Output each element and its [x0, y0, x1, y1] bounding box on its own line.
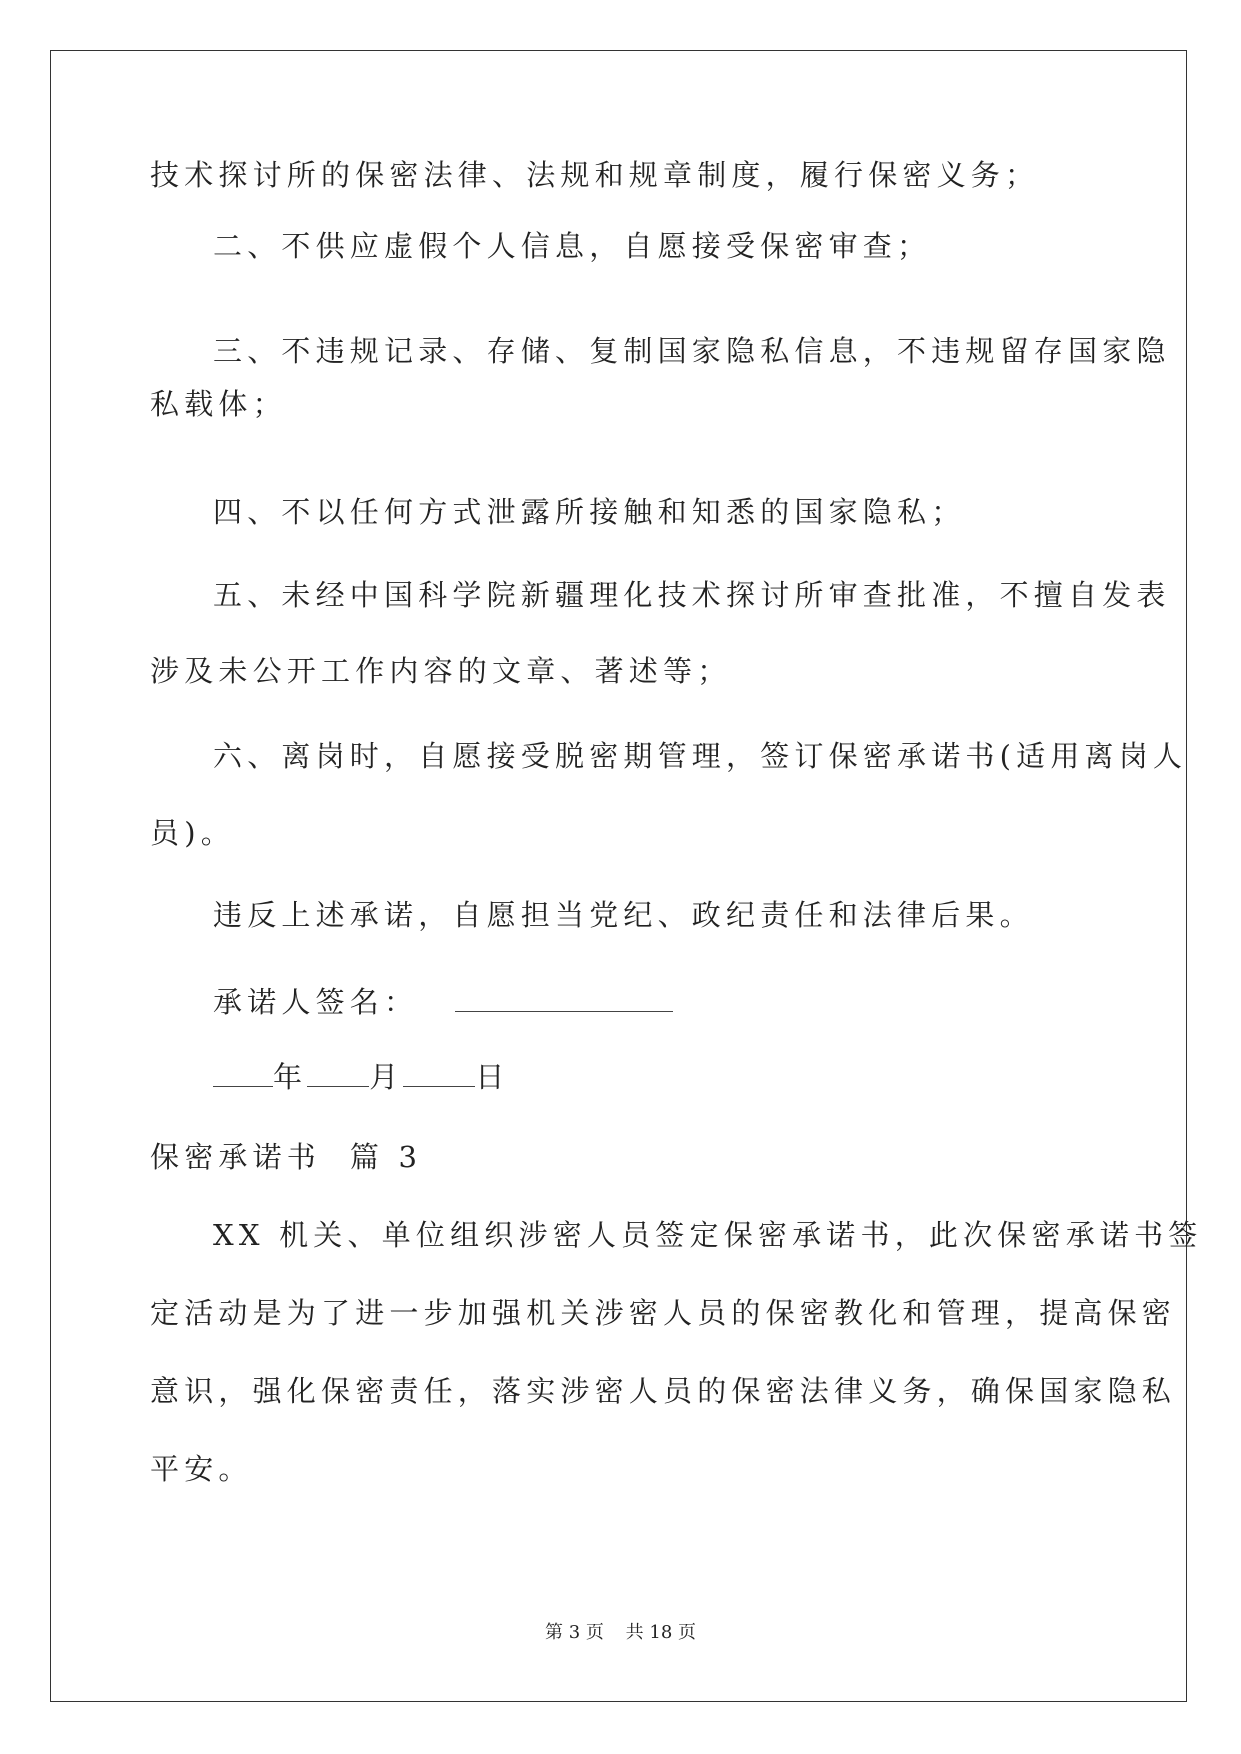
- text-line: 定活动是为了进一步加强机关涉密人员的保密教化和管理，提高保密: [150, 1296, 1177, 1330]
- text-line: 六、离岗时，自愿接受脱密期管理，签订保密承诺书(适用离岗人: [213, 739, 1188, 773]
- signature-blank: [455, 985, 673, 1012]
- date-day-label: 日: [475, 1060, 510, 1094]
- section-title: 保密承诺书 篇 3: [150, 1140, 423, 1174]
- text-line: 五、未经中国科学院新疆理化技术探讨所审查批准，不擅自发表: [213, 578, 1171, 612]
- text-line: 平安。: [150, 1452, 253, 1486]
- day-blank: [403, 1060, 475, 1087]
- text-line: 三、不违规记录、存储、复制国家隐私信息，不违规留存国家隐: [213, 334, 1171, 368]
- page-number: 第 3 页: [545, 1622, 604, 1643]
- signature-label: 承诺人签名：: [213, 985, 419, 1019]
- text-line: 技术探讨所的保密法律、法规和规章制度，履行保密义务；: [150, 158, 1040, 192]
- text-line: XX 机关、单位组织涉密人员签定保密承诺书，此次保密承诺书签: [213, 1218, 1203, 1252]
- text-line: 四、不以任何方式泄露所接触和知悉的国家隐私；: [213, 495, 966, 529]
- page-total: 共 18 页: [625, 1622, 696, 1643]
- date-month-label: 月: [369, 1060, 404, 1094]
- text-line: 员)。: [150, 816, 235, 850]
- page-footer: [0, 1618, 1241, 1644]
- text-line: 私载体；: [150, 387, 287, 421]
- date-year-label: 年: [273, 1060, 308, 1094]
- date-line: [213, 1060, 510, 1094]
- text-line: 涉及未公开工作内容的文章、著述等；: [150, 654, 732, 688]
- text-line: 二、不供应虚假个人信息，自愿接受保密审查；: [213, 229, 932, 263]
- year-blank: [213, 1060, 273, 1087]
- month-blank: [307, 1060, 369, 1087]
- text-line: 意识，强化保密责任，落实涉密人员的保密法律义务，确保国家隐私: [150, 1374, 1177, 1408]
- text-line: 违反上述承诺，自愿担当党纪、政纪责任和法律后果。: [213, 898, 1034, 932]
- signature-line: [213, 985, 673, 1019]
